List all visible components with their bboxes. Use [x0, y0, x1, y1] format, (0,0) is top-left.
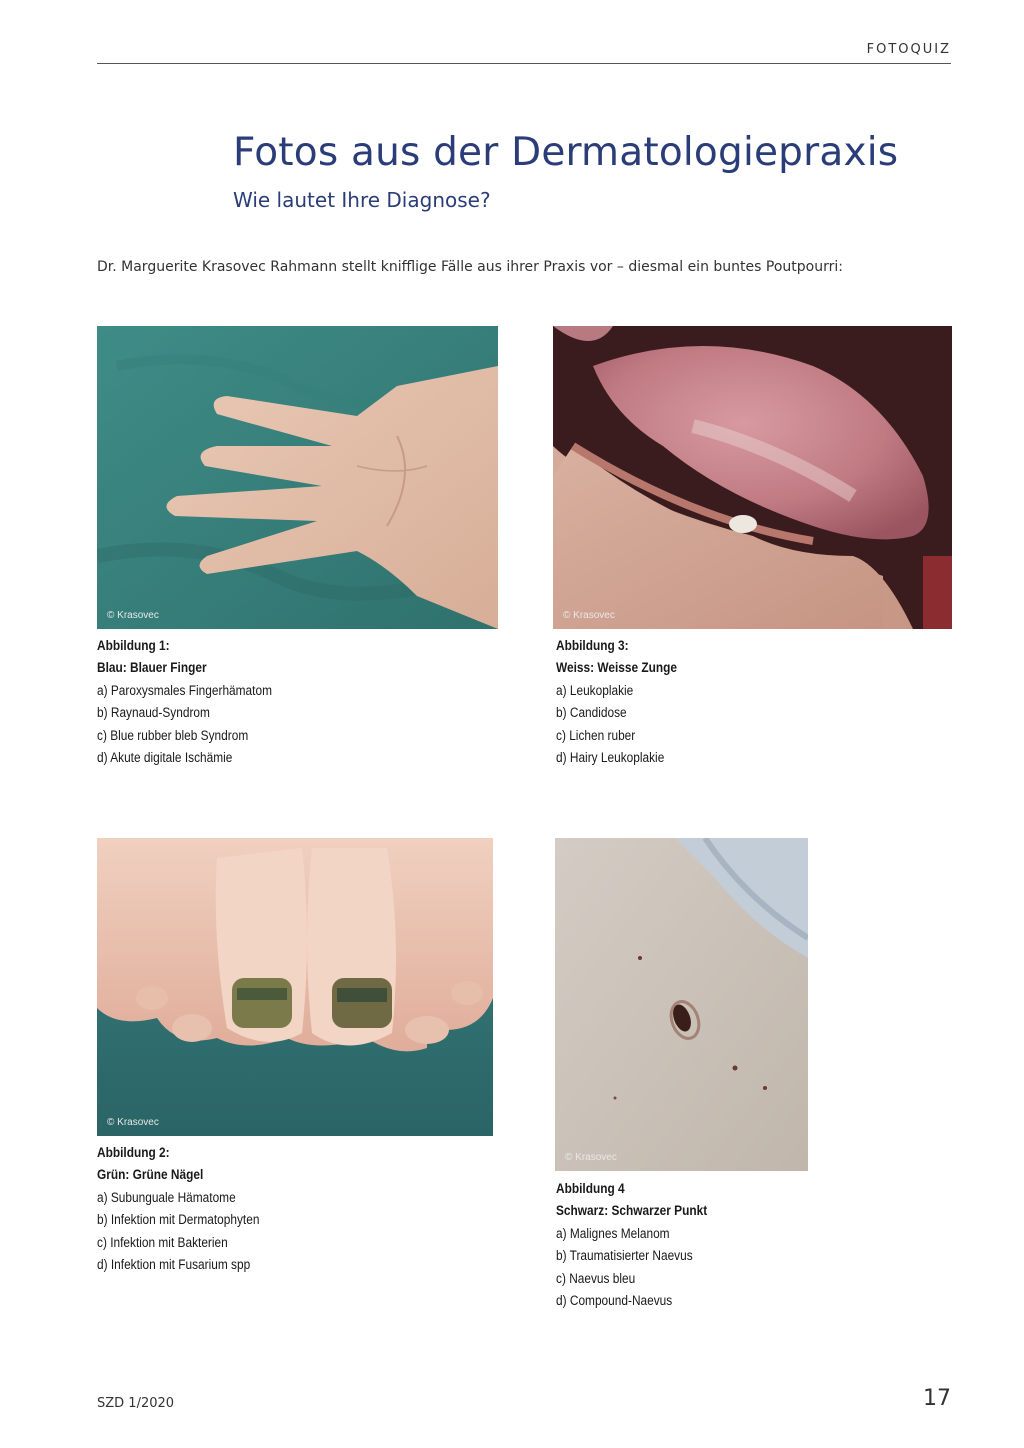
figure-2-option-a: a) Subunguale Hämatome — [97, 1189, 236, 1205]
figure-3-heading: Weiss: Weisse Zunge — [556, 660, 678, 676]
figure-1-copyright: © Krasovec — [107, 610, 159, 621]
skin-spot-photo-illustration — [555, 838, 808, 1171]
figure-4-copyright: © Krasovec — [565, 1152, 617, 1163]
figure-1-option-c: c) Blue rubber bleb Syndrom — [97, 727, 249, 743]
tongue-photo-illustration — [553, 326, 952, 629]
figure-2-option-c: c) Infektion mit Bakterien — [97, 1234, 228, 1250]
figure-3-label: Abbildung 3: — [556, 638, 629, 653]
figure-1-option-a: a) Paroxysmales Fingerhämatom — [97, 682, 272, 698]
section-label: FOTOQUIZ — [866, 42, 951, 57]
figure-4-option-c: c) Naevus bleu — [556, 1270, 636, 1286]
figure-1-label: Abbildung 1: — [97, 638, 170, 653]
figure-3-option-d: d) Hairy Leukoplakie — [556, 750, 665, 766]
figure-2-option-d: d) Infektion mit Fusarium spp — [97, 1257, 251, 1273]
figure-2-caption — [97, 1142, 467, 1276]
figure-1-photo — [97, 326, 498, 629]
footer-issue: SZD 1/2020 — [97, 1396, 175, 1411]
figure-1-option-b: b) Raynaud-Syndrom — [97, 705, 210, 721]
figure-4-option-a: a) Malignes Melanom — [556, 1225, 670, 1241]
hand-photo-illustration — [97, 326, 498, 629]
figure-3-option-c: c) Lichen ruber — [556, 727, 636, 743]
figure-3-option-a: a) Leukoplakie — [556, 682, 634, 698]
figure-1-caption — [97, 635, 467, 769]
figure-2-option-b: b) Infektion mit Dermatophyten — [97, 1212, 260, 1228]
figure-3-copyright: © Krasovec — [563, 610, 615, 621]
header-rule — [97, 63, 951, 64]
intro-text: Dr. Marguerite Krasovec Rahmann stellt knifflige Fälle aus ihrer Praxis vor – diesmal ein buntes Poutpourri: — [97, 259, 843, 275]
figure-3-caption — [556, 635, 926, 769]
figure-1-option-d: d) Akute digitale Ischämie — [97, 750, 233, 766]
figure-4-heading: Schwarz: Schwarzer Punkt — [556, 1203, 708, 1219]
page-subtitle: Wie lautet Ihre Diagnose? — [233, 188, 491, 212]
page-title: Fotos aus der Dermatologiepraxis — [233, 130, 899, 175]
toes-photo-illustration — [97, 838, 493, 1136]
figure-4-caption — [556, 1178, 926, 1312]
figure-4-option-b: b) Traumatisierter Naevus — [556, 1248, 693, 1264]
figure-2-photo — [97, 838, 493, 1136]
figure-2-label: Abbildung 2: — [97, 1145, 170, 1160]
figure-4-label: Abbildung 4 — [556, 1181, 625, 1196]
figure-3-option-b: b) Candidose — [556, 705, 627, 721]
figure-3-photo — [553, 326, 952, 629]
figure-2-copyright: © Krasovec — [107, 1117, 159, 1128]
figure-4-option-d: d) Compound-Naevus — [556, 1293, 673, 1309]
figure-1-heading: Blau: Blauer Finger — [97, 660, 207, 676]
figure-4-photo — [555, 838, 808, 1171]
footer-page-number: 17 — [923, 1386, 951, 1411]
figure-2-heading: Grün: Grüne Nägel — [97, 1167, 204, 1183]
